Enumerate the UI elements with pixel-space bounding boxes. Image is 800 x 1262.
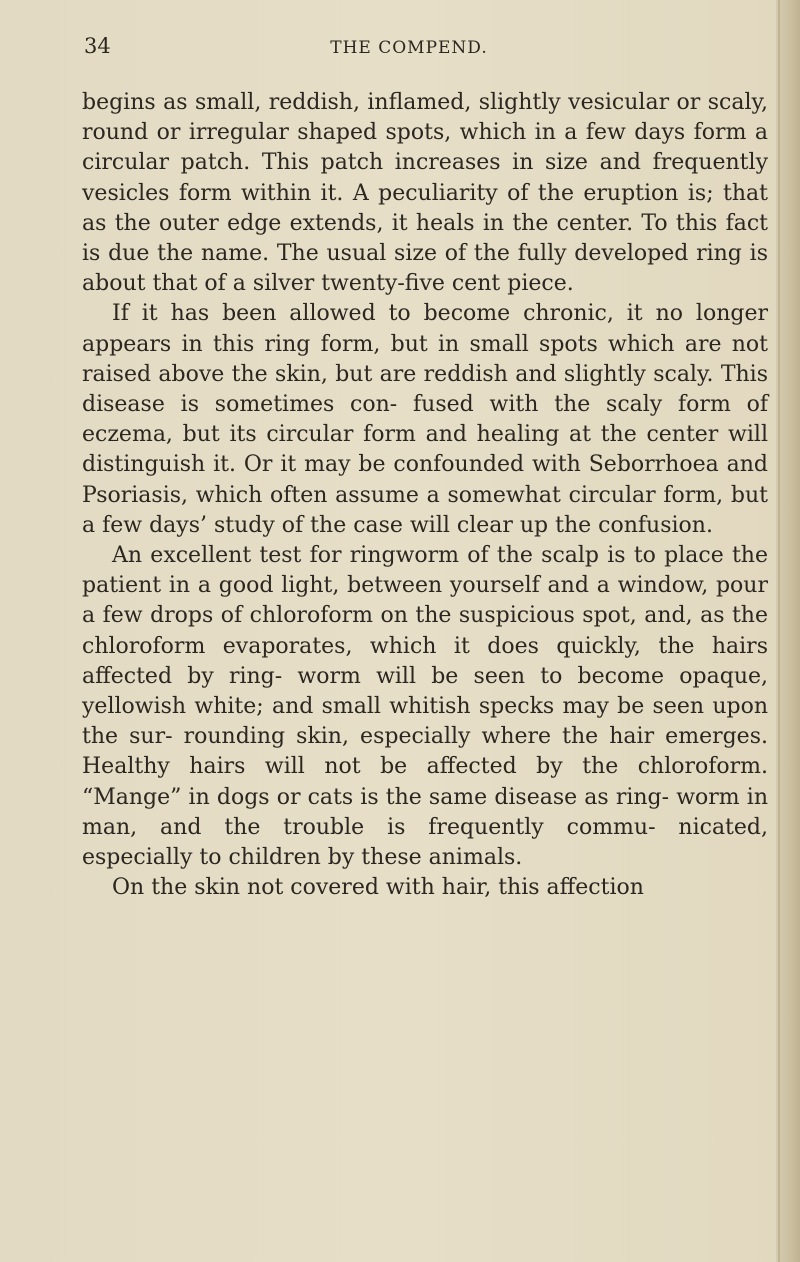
page-number: 34 [84,34,111,58]
page-header [84,34,764,64]
paragraph-chloroform-test: An excellent test for ringworm of the scalp is to place the patient in a good light, between yourself and a window, pour a few drops of chloroform on the suspicious spot, and, as the chloroform evaporates, which it does quickly, the hairs affected by ring- worm will be seen to become opaque, yellowish white; and small whitish specks may be seen upon the sur- rounding skin, especially where the hair emerges. Healthy hairs will not be affected by the chloroform. “Mange” in dogs or cats is the same disease as ring- worm in man, and the trouble is frequently commu- nicated, especially to children by these animals. [82,543,768,871]
paragraph-chronic-form: If it has been allowed to become chronic, it no longer appears in this ring form, but in small spots which are not raised above the skin, but are reddish and slightly scaly. This disease is sometimes con- fused with the scaly form of eczema, but its circular form and healing at the center will distinguish it. Or it may be confounded with Seborrhoea and Psoriasis, which often assume a somewhat circular form, but a few days’ study of the case will clear up the confusion. [82,301,768,538]
body-text [82,88,768,903]
paragraph-skin-affection: On the skin not covered with hair, this affection [112,875,644,901]
page-edge-line [778,0,780,1262]
running-head: THE COMPEND. [330,38,488,58]
paragraph-continued: begins as small, reddish, inflamed, slightly vesicular or scaly, round or irregular shaped spots, which in a few days form a circular patch. This patch increases in size and frequently vesicles form within it. A peculiarity of the eruption is; that as the outer edge extends, it heals in the center. To this fact is due the name. The usual size of the fully developed ring is about that of a silver twenty-five cent piece. [82,90,768,297]
